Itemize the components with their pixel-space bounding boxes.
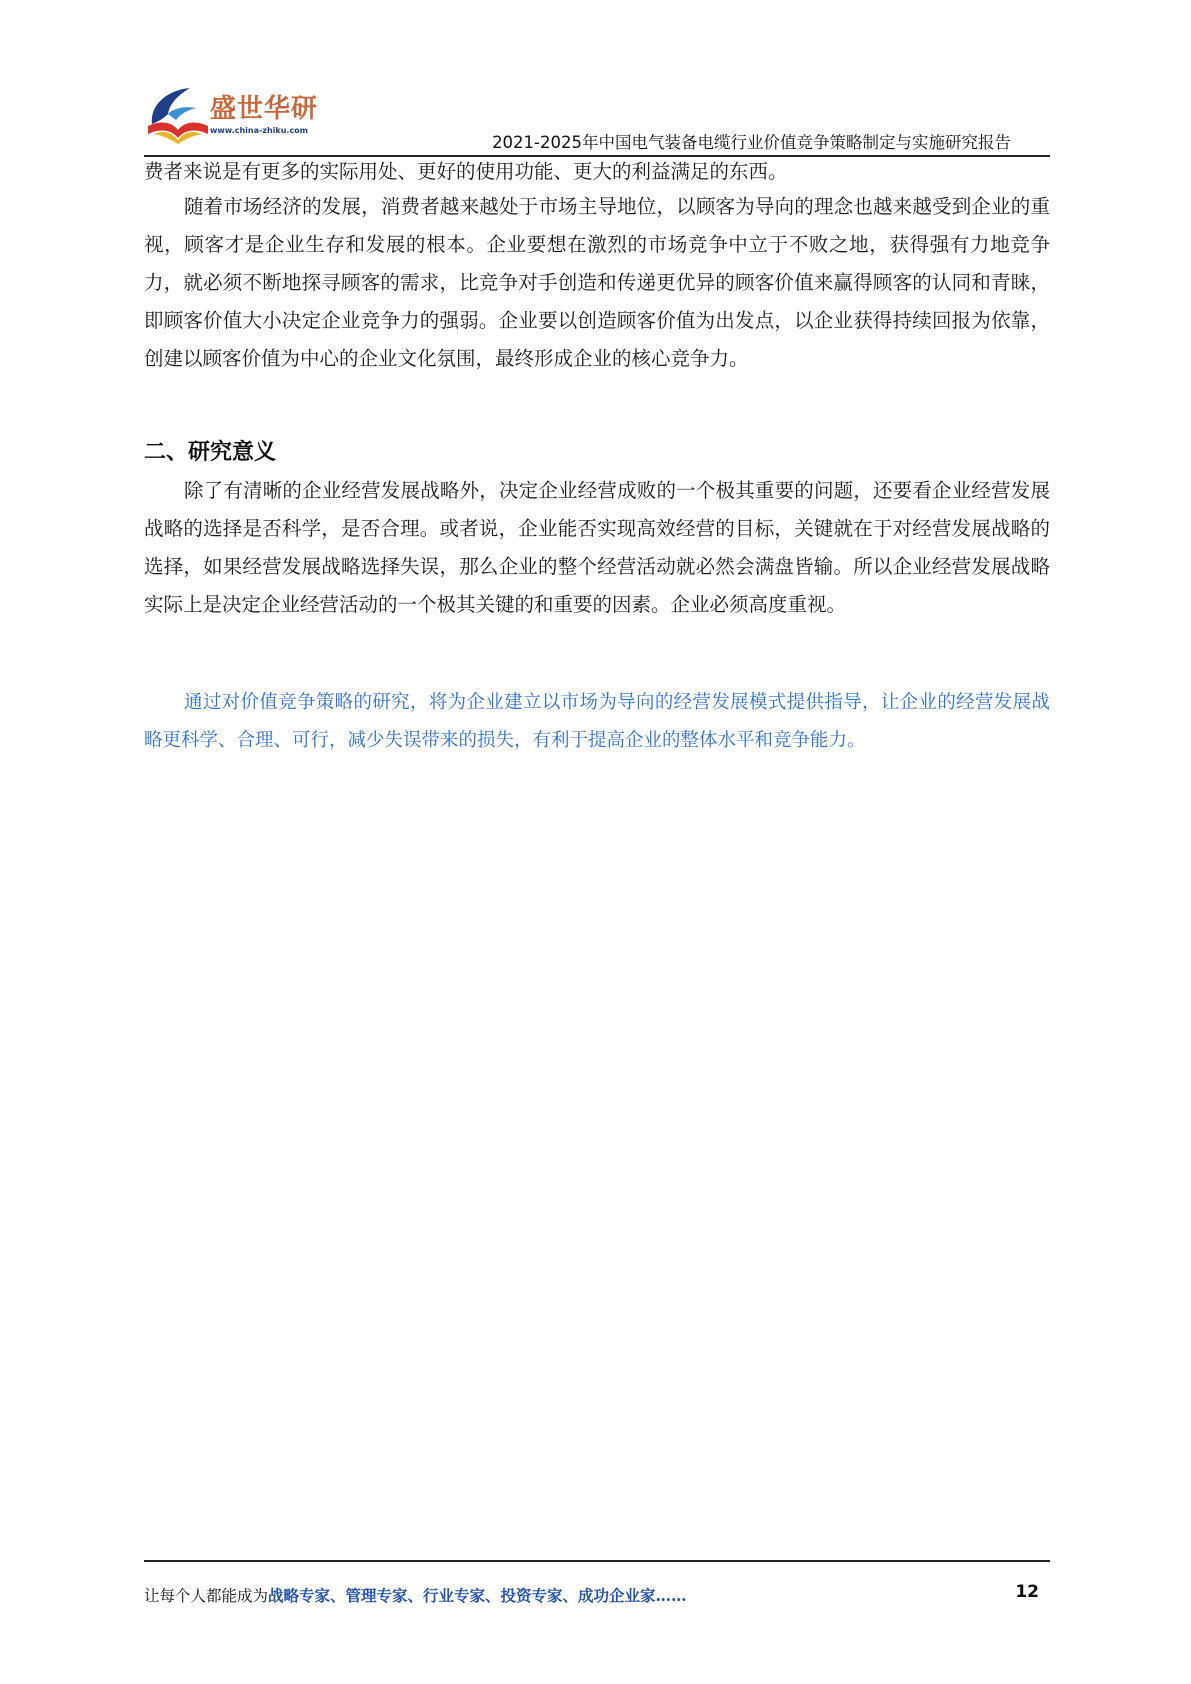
paragraph-continuation: 费者来说是有更多的实际用处、更好的使用功能、更大的利益满足的东西。 [144, 160, 788, 183]
logo-wordmark: 盛世华研 [210, 94, 319, 124]
footer-slogan [144, 1584, 687, 1606]
paragraph-market-economy: 随着市场经济的发展，消费者越来越处于市场主导地位，以顾客为导向的理念也越来越受到企业的重视，顾客才是企业生存和发展的根本。企业要想在激烈的市场竞争中立于不败之地，获得强有力地竞争力，就必须不断地探寻顾客的需求，比竞争对手创造和传递更优异的顾客价值来赢得顾客的认同和青睐，即顾客价值大小决定企业竞争力的强弱。企业要以创造顾客价值为出发点，以企业获得持续回报为依靠，创建以顾客价值为中心的企业文化氛围，最终形成企业的核心竞争力。 [144, 195, 1050, 370]
company-logo [144, 84, 319, 146]
footer-slogan-prefix: 让每个人都能成为 [144, 1587, 269, 1605]
section-heading: 二、研究意义 [144, 440, 277, 465]
report-title: 2021-2025年中国电气装备电缆行业价值竞争策略制定与实施研究报告 [492, 133, 1011, 152]
paragraph-strategy: 除了有清晰的企业经营发展战略外，决定企业经营成败的一个极其重要的问题，还要看企业经营发展战略的选择是否科学，是否合理。或者说，企业能否实现高效经营的目标，关键就在于对经营发展战略的选择，如果经营发展战略选择失误，那么企业的整个经营活动就必然会满盘皆输。所以企业经营发展战略实际上是决定企业经营活动的一个极其关键的和重要的因素。企业必须高度重视。 [144, 479, 1050, 616]
footer-slogan-highlight: 战略专家、管理专家、行业专家、投资专家、成功企业家…… [268, 1586, 687, 1605]
book-swoosh-icon [144, 84, 210, 146]
paragraph-highlight: 通过对价值竞争策略的研究，将为企业建立以市场为导向的经营发展模式提供指导，让企业的经营发展战略更科学、合理、可行，减少失误带来的损失，有利于提高企业的整体水平和竞争能力。 [144, 692, 1050, 751]
page-number: 12 [1015, 1582, 1039, 1602]
logo-url: www.china-zhiku.com [210, 126, 309, 135]
footer-divider [144, 1560, 1050, 1562]
